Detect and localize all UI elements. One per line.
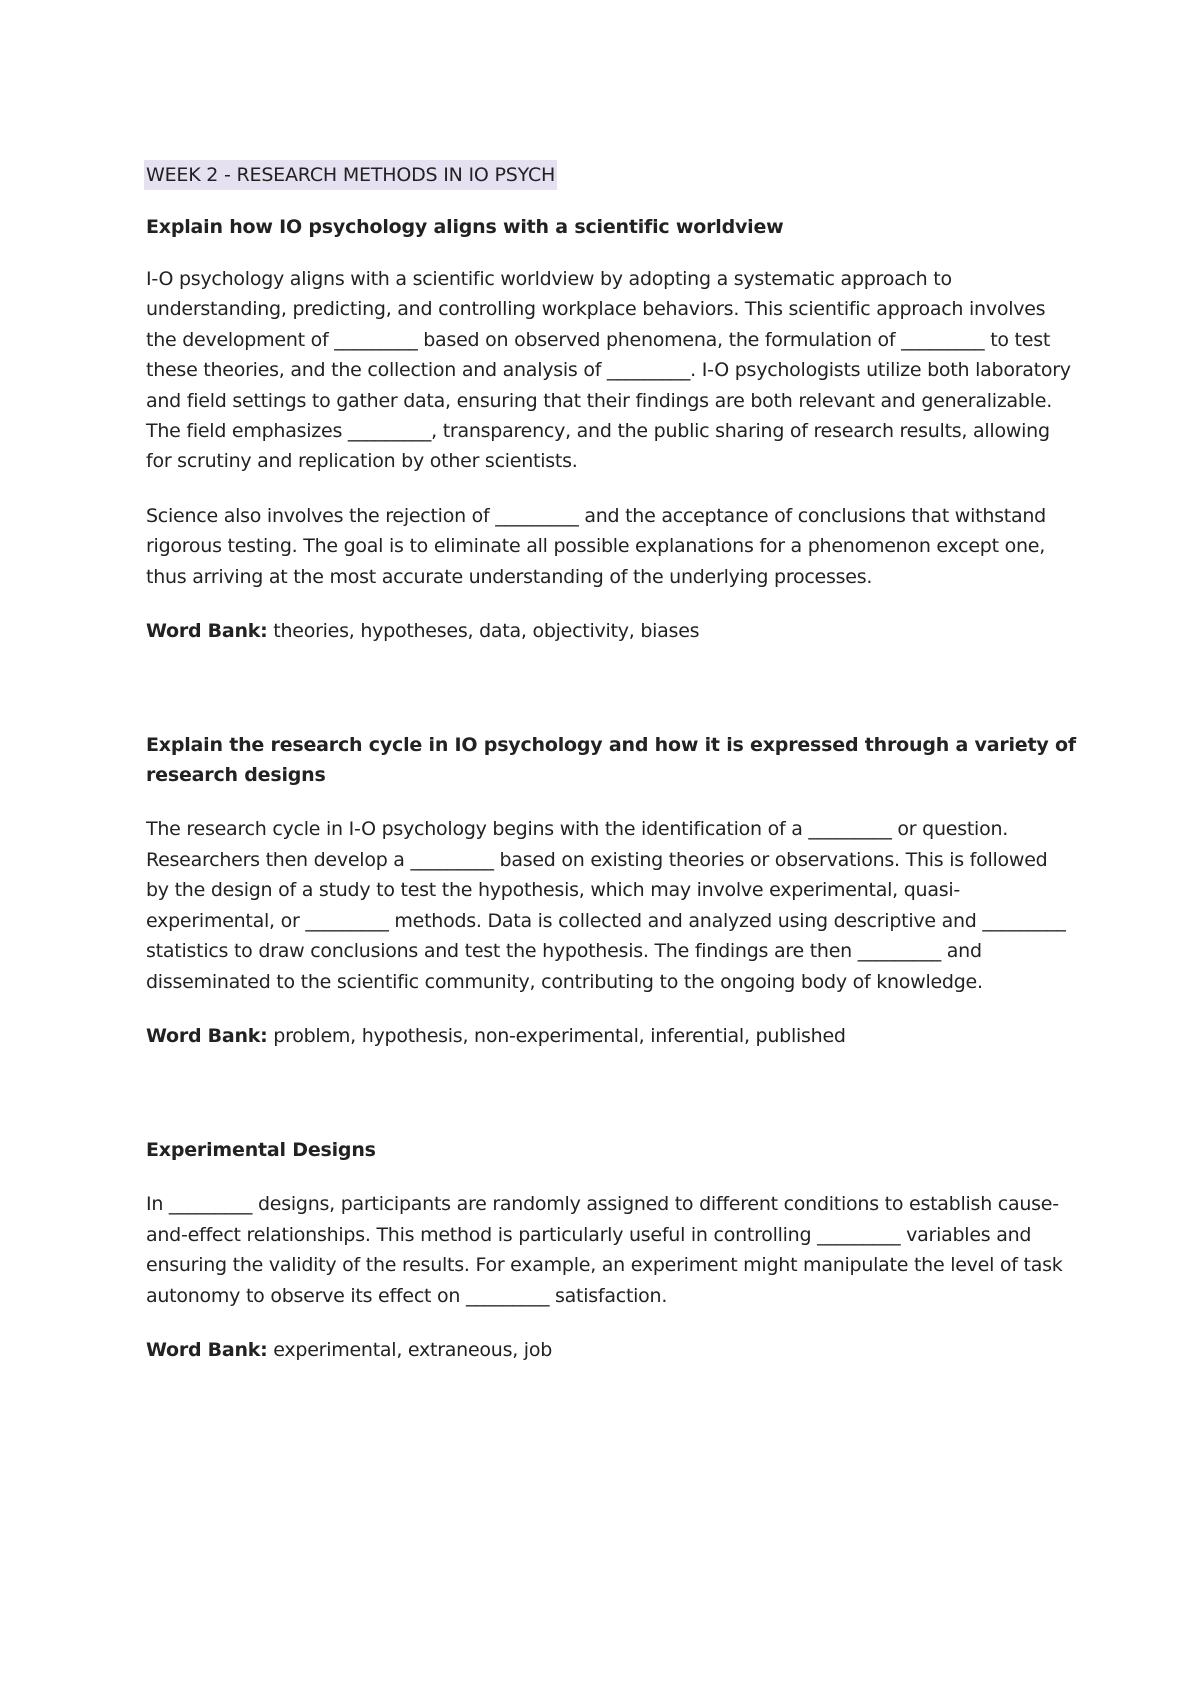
word-bank-label: Word Bank: xyxy=(146,1024,268,1047)
word-bank-label: Word Bank: xyxy=(146,620,268,643)
document-title-block xyxy=(146,160,1076,190)
section-scientific-worldview xyxy=(146,212,1076,646)
section-research-cycle xyxy=(146,730,1076,1051)
section-heading: Explain the research cycle in IO psychology and how it is expressed through a variety of research designs xyxy=(146,734,1076,787)
word-bank xyxy=(146,616,1076,646)
section-heading: Experimental Designs xyxy=(146,1139,376,1162)
word-bank-words: problem, hypothesis, non-experimental, inferential, published xyxy=(273,1024,846,1047)
paragraph: I-O psychology aligns with a scientific worldview by adopting a systematic approach to understanding, predicting, and controlling workplace behaviors. This scientific approach involves the development of _________ based on observed phenomena, the formulation of _________ to test these theories, and the collection and analysis of _________. I-O psychologists utilize both laboratory and field settings to gather data, ensuring that their findings are both relevant and generalizable. The field emphasizes _________, transparency, and the public sharing of research results, allowing for scrutiny and replication by other scientists. xyxy=(146,268,1071,473)
word-bank-words: experimental, extraneous, job xyxy=(273,1338,553,1361)
paragraph: The research cycle in I-O psychology begins with the identification of a _________ or question. Researchers then develop a _________ based on existing theories or observations. This is followed by the design of a study to test the hypothesis, which may involve experimental, quasi-experimental, or _________ methods. Data is collected and analyzed using descriptive and _________ statistics to draw conclusions and test the hypothesis. The findings are then _________ and disseminated to the scientific community, contributing to the ongoing body of knowledge. xyxy=(146,818,1066,993)
document-title: WEEK 2 - RESEARCH METHODS IN IO PSYCH xyxy=(144,160,557,190)
word-bank xyxy=(146,1021,1076,1051)
word-bank xyxy=(146,1335,1076,1365)
word-bank-words: theories, hypotheses, data, objectivity, biases xyxy=(273,620,700,643)
word-bank-label: Word Bank: xyxy=(146,1338,268,1361)
paragraph: In _________ designs, participants are randomly assigned to different conditions to establish cause-and-effect relationships. This method is particularly useful in controlling _________ variables and ensuring the validity of the results. For example, an experiment might manipulate the level of task autonomy to observe its effect on _________ satisfaction. xyxy=(146,1193,1063,1307)
document-page xyxy=(146,160,1076,1365)
section-experimental-designs xyxy=(146,1135,1076,1365)
section-heading: Explain how IO psychology aligns with a scientific worldview xyxy=(146,216,784,238)
paragraph: Science also involves the rejection of _________ and the acceptance of conclusions that withstand rigorous testing. The goal is to eliminate all possible explanations for a phenomenon except one, thus arriving at the most accurate understanding of the underlying processes. xyxy=(146,504,1046,588)
